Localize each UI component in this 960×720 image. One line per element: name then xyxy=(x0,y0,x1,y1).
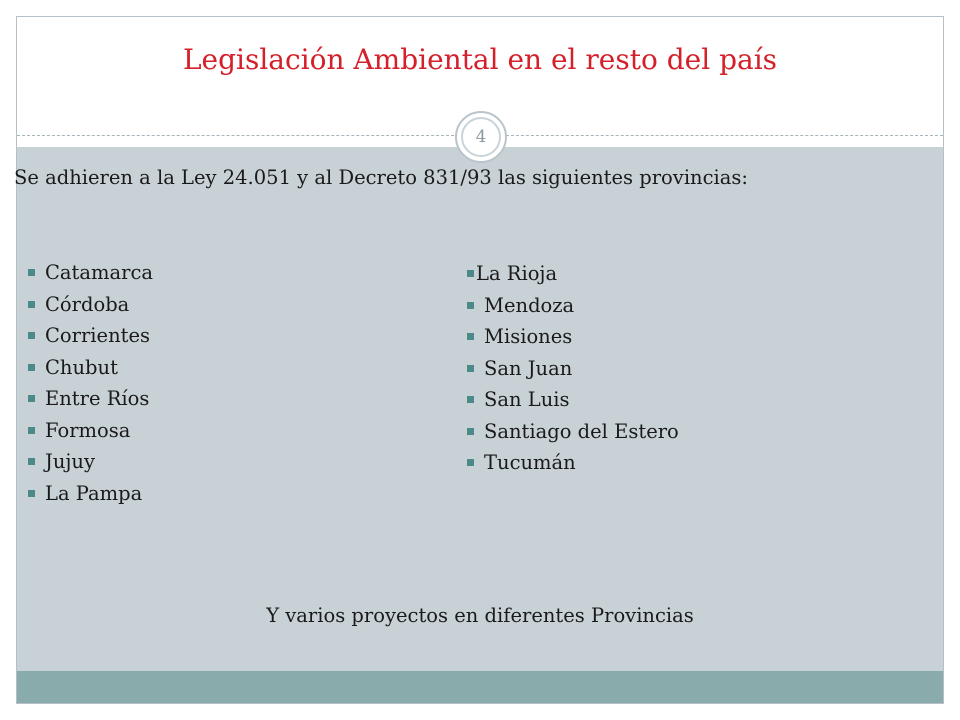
square-bullet-icon xyxy=(28,301,35,308)
province-name: Entre Ríos xyxy=(45,387,150,410)
list-item xyxy=(28,415,153,447)
province-name: San Luis xyxy=(484,388,570,411)
square-bullet-icon xyxy=(28,332,35,339)
square-bullet-icon xyxy=(28,490,35,497)
square-bullet-icon xyxy=(467,270,474,277)
intro-text: Se adhieren a la Ley 24.051 y al Decreto 831/93 las siguientes provincias: xyxy=(14,166,748,189)
square-bullet-icon xyxy=(28,269,35,276)
square-bullet-icon xyxy=(467,459,474,466)
closing-text: Y varios proyectos en diferentes Provincias xyxy=(266,604,694,627)
square-bullet-icon xyxy=(28,458,35,465)
square-bullet-icon xyxy=(28,364,35,371)
list-item xyxy=(28,320,153,352)
list-item xyxy=(467,258,679,290)
square-bullet-icon xyxy=(467,396,474,403)
list-item xyxy=(28,257,153,289)
province-name: Catamarca xyxy=(45,261,153,284)
province-name: Misiones xyxy=(484,325,573,348)
list-item xyxy=(467,353,679,385)
square-bullet-icon xyxy=(467,302,474,309)
province-list-left xyxy=(28,257,153,509)
square-bullet-icon xyxy=(467,428,474,435)
province-name: Santiago del Estero xyxy=(484,419,679,443)
list-item xyxy=(467,321,679,353)
square-bullet-icon xyxy=(28,395,35,402)
list-item xyxy=(28,446,153,478)
list-item xyxy=(467,290,679,322)
list-item xyxy=(467,384,679,416)
province-name: Jujuy xyxy=(45,450,95,473)
province-name: La Rioja xyxy=(476,262,558,285)
province-name: Córdoba xyxy=(45,292,130,316)
province-name: Formosa xyxy=(45,418,131,442)
province-name: Tucumán xyxy=(484,451,576,474)
square-bullet-icon xyxy=(28,427,35,434)
square-bullet-icon xyxy=(467,365,474,372)
list-item xyxy=(28,289,153,321)
province-name: Mendoza xyxy=(484,293,575,317)
province-name: Chubut xyxy=(45,355,118,379)
page-number-badge xyxy=(455,111,507,163)
footer-bar xyxy=(17,671,943,704)
list-item xyxy=(28,352,153,384)
list-item xyxy=(467,416,679,448)
province-name: La Pampa xyxy=(45,481,143,505)
list-item xyxy=(28,383,153,415)
province-name: Corrientes xyxy=(45,324,151,347)
province-name: San Juan xyxy=(484,356,573,380)
list-item xyxy=(467,447,679,479)
province-list-right xyxy=(467,258,679,479)
square-bullet-icon xyxy=(467,333,474,340)
list-item xyxy=(28,478,153,510)
slide-title: Legislación Ambiental en el resto del país xyxy=(182,43,778,76)
page-number: 4 xyxy=(475,127,487,147)
